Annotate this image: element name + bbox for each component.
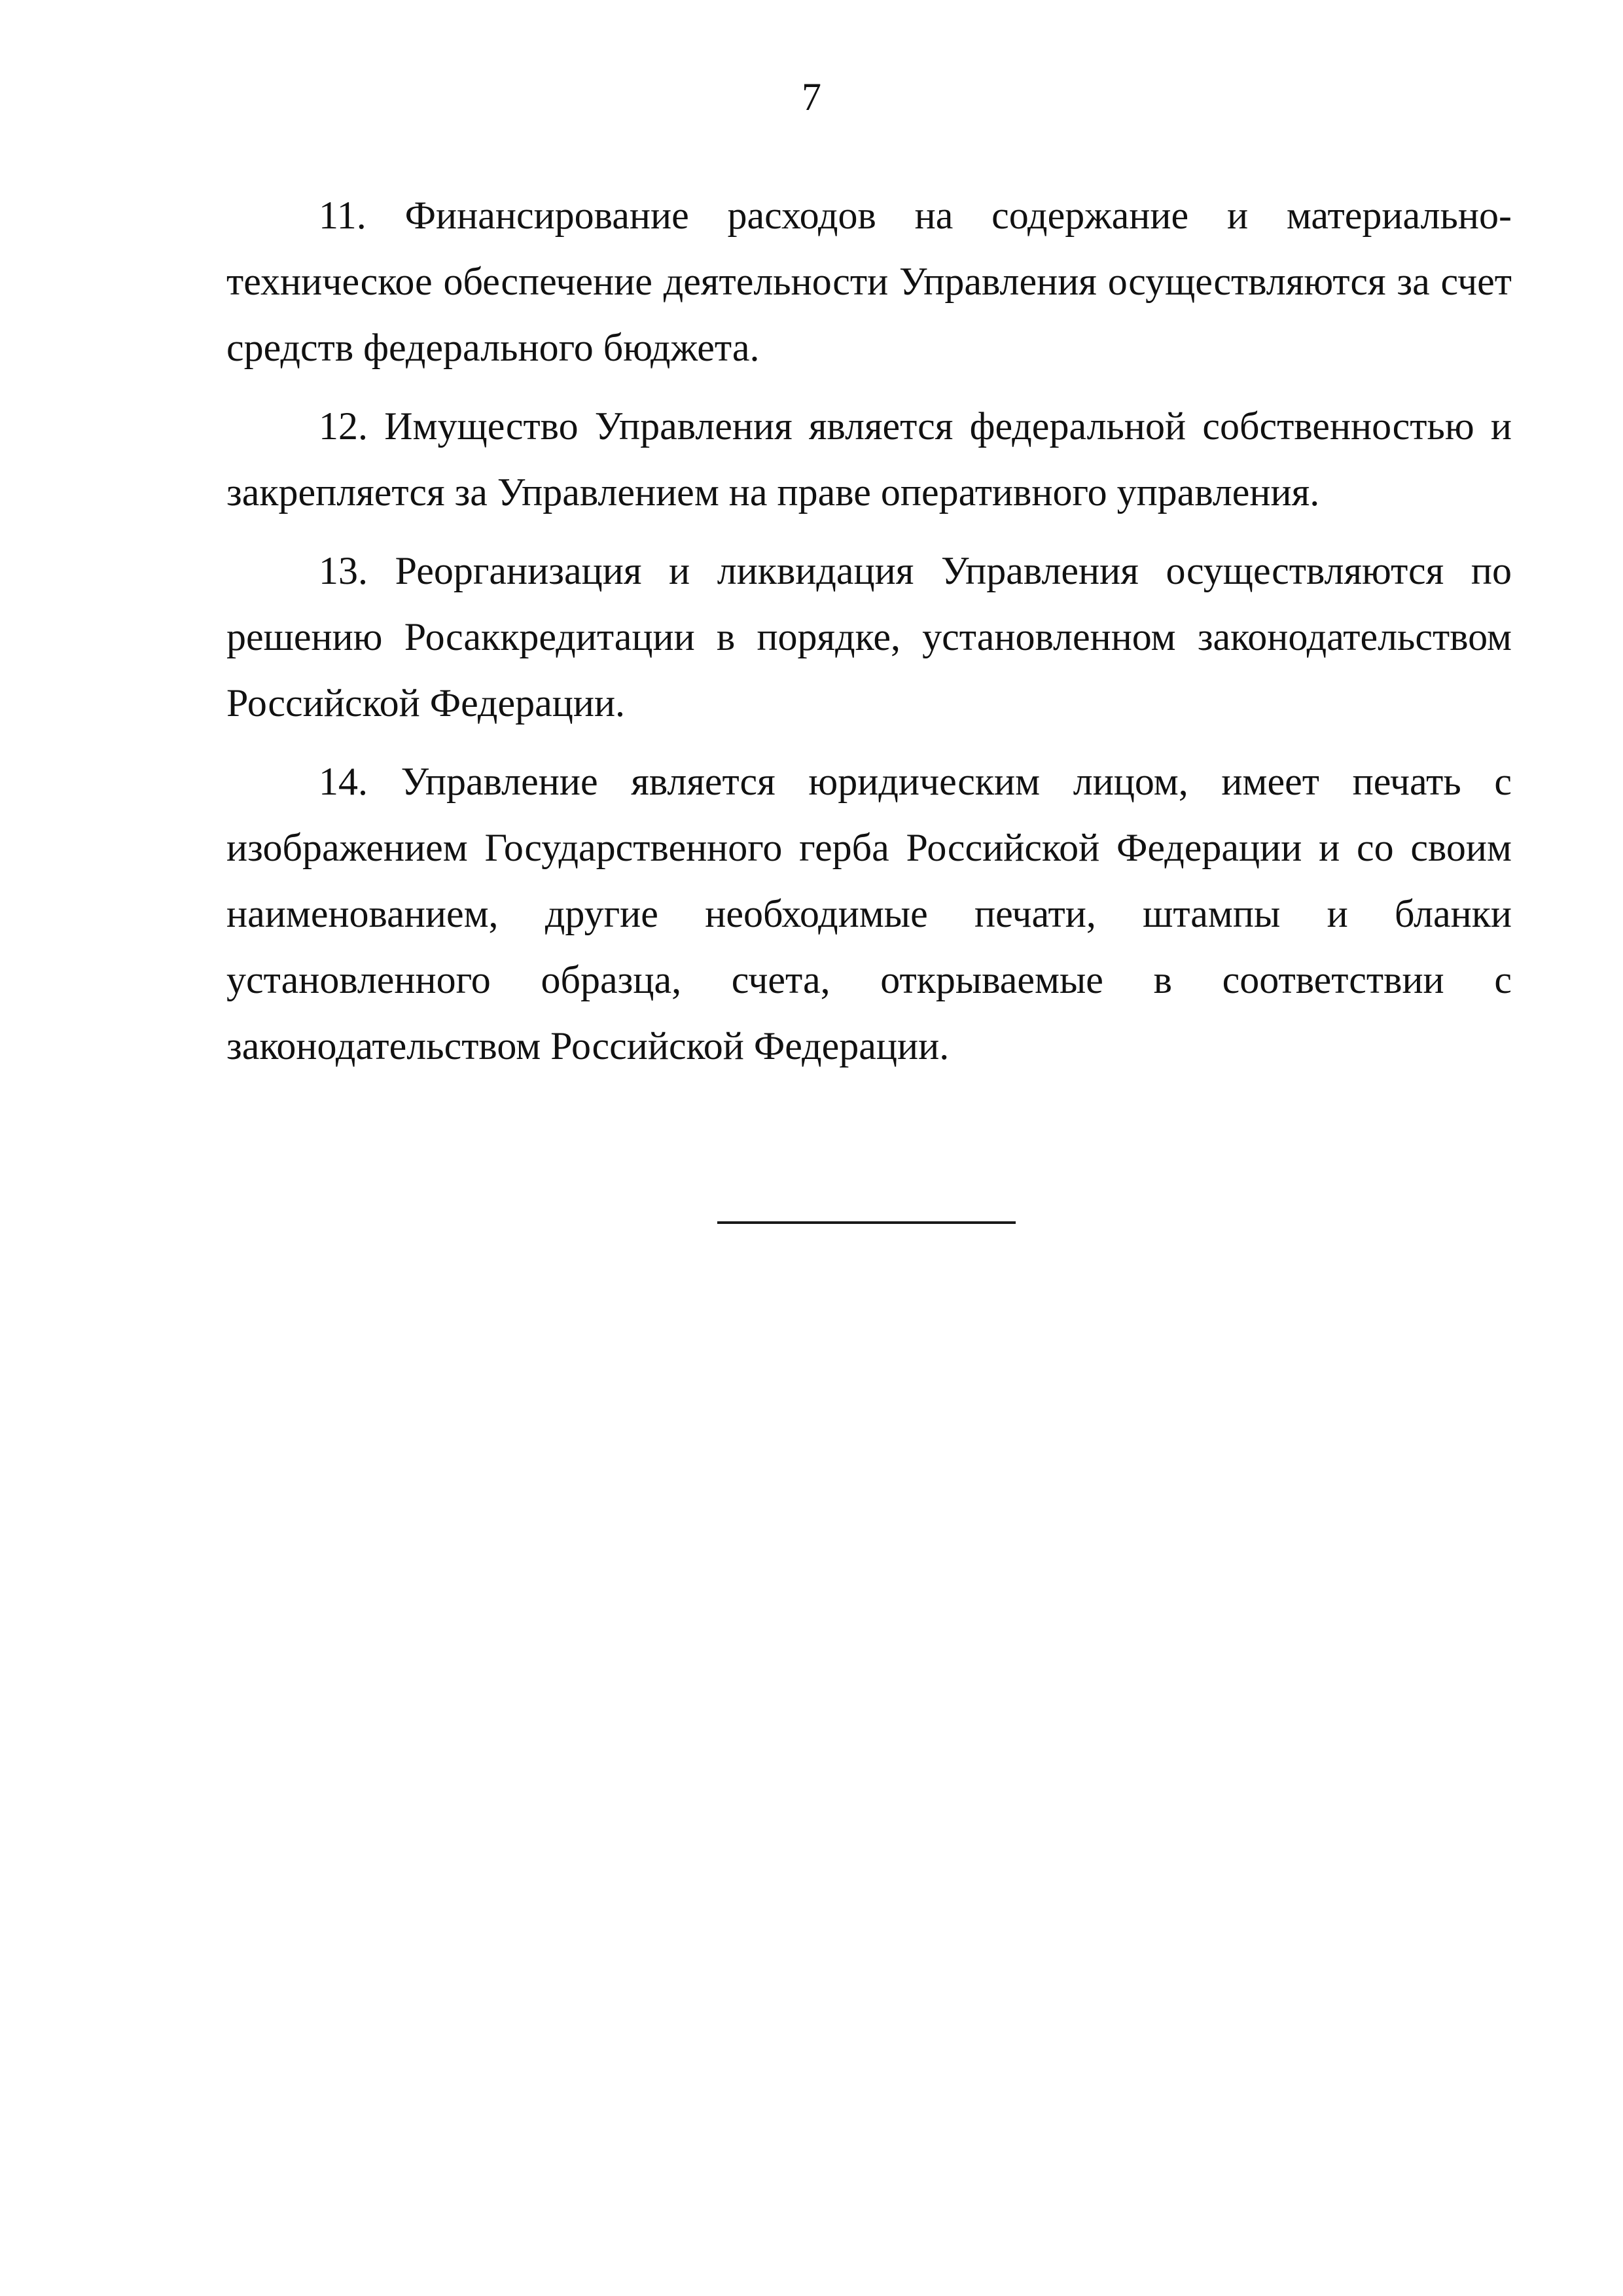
paragraph-14 bbox=[226, 749, 1512, 1079]
document-body bbox=[226, 183, 1512, 1079]
end-of-document-rule bbox=[717, 1221, 1016, 1224]
paragraph-number: 14. bbox=[319, 760, 368, 803]
paragraph-text: Имущество Управления является федеральной собственностью и закрепляется за Управлением на праве оперативного управления. bbox=[226, 404, 1512, 514]
paragraph-13 bbox=[226, 538, 1512, 736]
paragraph-text: Управление является юридическим лицом, имеет печать с изображением Государственного герба Российской Федерации и со своим наименованием, другие необходимые печати, штампы и бланки установленного образца, счета, открываемые в соответствии с законодательством Российской Федерации. bbox=[226, 760, 1512, 1067]
paragraph-text: Реорганизация и ликвидация Управления осуществляются по решению Росаккредитации в порядке, установленном законодательством Российской Федерации. bbox=[226, 549, 1512, 725]
paragraph-11 bbox=[226, 183, 1512, 381]
paragraph-number: 13. bbox=[319, 549, 368, 592]
paragraph-number: 11. bbox=[319, 194, 366, 237]
paragraph-number: 12. bbox=[319, 404, 368, 448]
paragraph-12 bbox=[226, 393, 1512, 526]
page-number: 7 bbox=[802, 75, 821, 118]
paragraph-text: Финансирование расходов на содержание и материально-техническое обеспечение деятельности Управления осуществляются за счет средств федерального бюджета. bbox=[226, 194, 1512, 369]
